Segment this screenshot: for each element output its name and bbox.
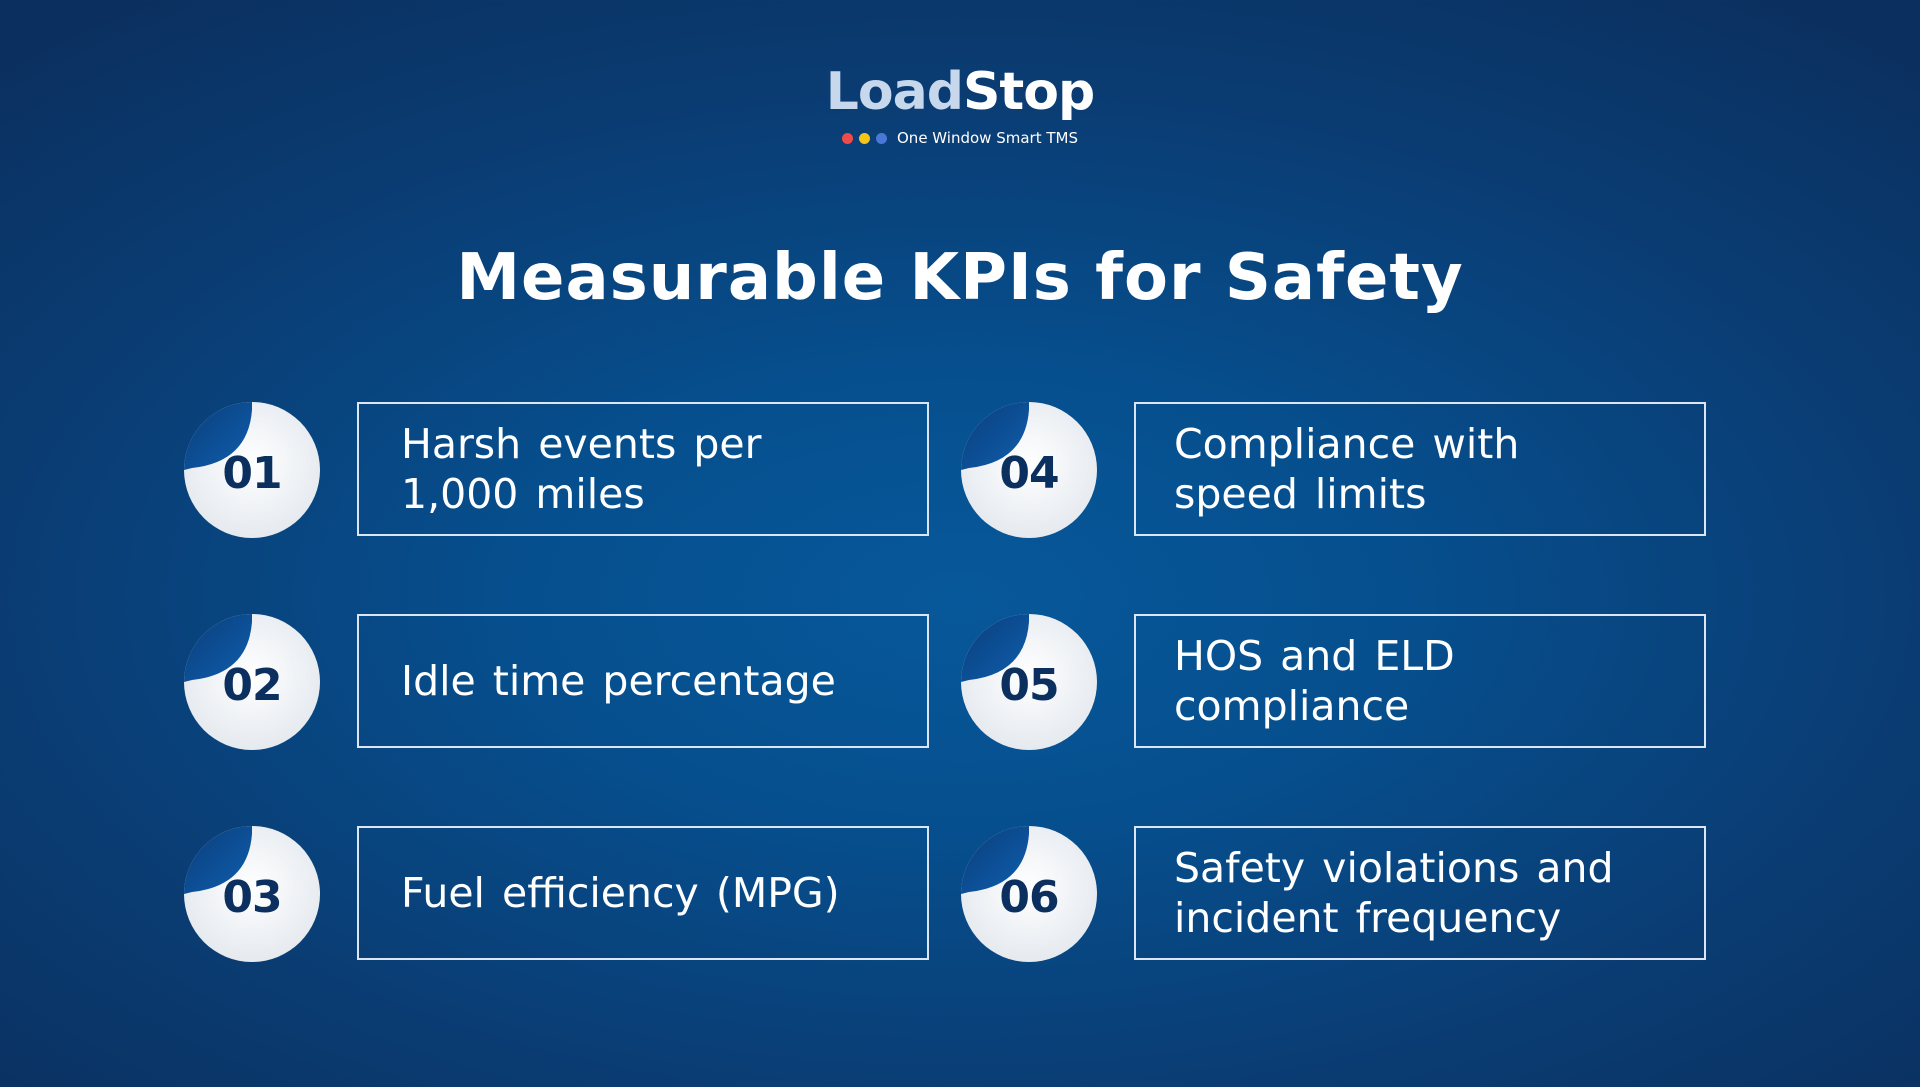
kpi-label: Compliance with speed limits [1174, 420, 1520, 518]
kpi-box [1134, 826, 1706, 960]
kpi-label: Harsh events per 1,000 miles [401, 420, 762, 518]
kpi-number: 01 [222, 447, 282, 499]
kpi-badge [182, 612, 322, 752]
red-dot-icon [842, 133, 853, 144]
kpi-box [1134, 402, 1706, 536]
kpi-item-05 [959, 612, 1920, 752]
kpi-number: 02 [222, 659, 282, 711]
kpi-badge [959, 824, 1099, 964]
kpi-box [357, 402, 929, 536]
kpi-number: 04 [999, 447, 1059, 499]
blue-dot-icon [876, 133, 887, 144]
kpi-box [357, 614, 929, 748]
kpi-badge [959, 612, 1099, 752]
page-title: Measurable KPIs for Safety [456, 241, 1464, 315]
kpi-badge [959, 400, 1099, 540]
logo-wordmark [0, 62, 1920, 122]
kpi-number: 05 [999, 659, 1059, 711]
kpi-box [357, 826, 929, 960]
logo-dots [842, 133, 887, 144]
yellow-dot-icon [859, 133, 870, 144]
logo [0, 62, 1920, 148]
logo-tagline: One Window Smart TMS [897, 129, 1078, 147]
kpi-label: HOS and ELD compliance [1174, 632, 1455, 730]
logo-word-stop: Stop [962, 62, 1095, 122]
kpi-label: Safety violations and incident frequency [1174, 844, 1614, 942]
kpi-badge [182, 824, 322, 964]
kpi-label: Fuel efficiency (MPG) [401, 869, 840, 917]
kpi-item-06 [959, 824, 1920, 964]
kpi-label: Idle time percentage [401, 657, 836, 705]
logo-tagline-row [0, 128, 1920, 148]
kpi-number: 03 [222, 871, 282, 923]
kpi-number: 06 [999, 871, 1059, 923]
logo-word-load: Load [825, 62, 963, 122]
kpi-badge [182, 400, 322, 540]
kpi-box [1134, 614, 1706, 748]
kpi-item-04 [959, 400, 1920, 540]
